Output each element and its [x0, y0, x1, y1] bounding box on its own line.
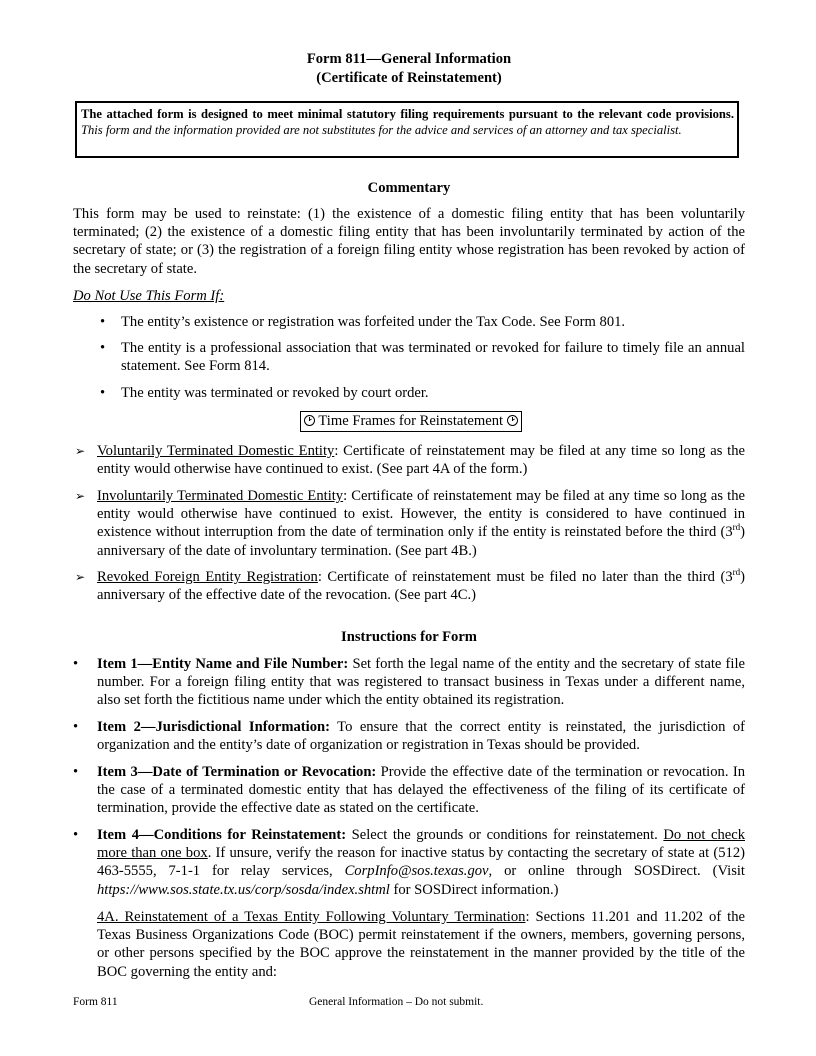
disclaimer-bold: The attached form is designed to meet minimal statutory filing requirements pursuant to the relevant code provisions.: [81, 107, 734, 121]
bullet-symbol: •: [73, 827, 79, 843]
instruction-body: Provide the effective date of the termination or revocation. In the case of a terminated domestic entity that has delayed the effectiveness of the filing of its certificate of termination, provide the effective date as stated on the certificate.: [97, 764, 745, 817]
clock-icon: [507, 415, 518, 426]
disclaimer-box: [75, 101, 739, 158]
bullet-text: The entity is a professional association that was terminated or revoked for failure to timely file an annual statement. See Form 814.: [121, 340, 745, 375]
instruction-body-2: . If unsure, verify the reason for inactive status by contacting the secretary of state at (512) 463-5555, 7-1-1 for relay services,: [97, 845, 745, 880]
ordinal-suffix: rd: [732, 522, 741, 533]
time-frames-box: [300, 411, 522, 432]
time-frame-title: Involuntarily Terminated Domestic Entity: [97, 488, 344, 504]
ordinal-suffix: rd: [732, 567, 741, 578]
bullet-text: The entity was terminated or revoked by court order.: [121, 385, 429, 401]
part-4a-body: : Sections 11.201 and 11.202 of the Texas Business Organizations Code (BOC) permit reinstatement if the owners, members, governing persons, or other persons specified by the BOC approve the reinstatement in the manner provided by the title of the BOC governing the entity and:: [97, 909, 745, 980]
sosdirect-url: https://www.sos.state.tx.us/corp/sosda/index.shtml: [97, 881, 390, 898]
part-4a-title: 4A. Reinstatement of a Texas Entity Following Voluntary Termination: [97, 909, 526, 925]
bullet-symbol: •: [73, 719, 79, 735]
time-frame-body-end: ) anniversary of the effective date of the revocation. (See part 4C.): [97, 569, 746, 604]
instruction-text: [97, 763, 745, 818]
time-frame-body: : Certificate of reinstatement must be filed no later than the third (3: [317, 569, 733, 585]
instruction-label: Item 1—Entity Name and File Number:: [97, 656, 349, 672]
bullet-symbol: •: [73, 656, 79, 672]
arrow-bullet-icon: ➢: [75, 489, 86, 503]
instruction-text: [97, 655, 745, 710]
time-frame-body-end: ) anniversary of the date of involuntary termination. (See part 4B.): [97, 524, 745, 559]
disclaimer-italic: This form and the information provided are not substitutes for the advice and services of an attorney and tax specialist.: [81, 122, 682, 137]
time-frame-title: Revoked Foreign Entity Registration: [97, 569, 318, 585]
commentary-intro: This form may be used to reinstate: (1) the existence of a domestic filing entity that has been voluntarily terminated; (2) the existence of a domestic filing entity that has been involuntarily terminated by action of the secretary of state; or (3) the registration of a foreign filing entity whose registration has been revoked by action of the secretary of state.: [73, 206, 745, 277]
instruction-emphasis: Do not check more than one box: [97, 827, 745, 862]
bullet-symbol: •: [100, 385, 106, 401]
commentary-heading: Commentary: [367, 180, 451, 196]
instruction-body: To ensure that the correct entity is reinstated, the jurisdiction of organization and the entity’s date of organization or registration in Texas should be provided.: [97, 719, 745, 754]
instruction-label: Item 2—Jurisdictional Information:: [97, 719, 330, 735]
instruction-body: Set forth the legal name of the entity and the secretary of state file number. For a foreign filing entity that was registered to transact business in Texas under a different name, also set forth the fictitious name under which the entity obtained its registration.: [97, 656, 746, 709]
bullet-symbol: •: [100, 340, 106, 356]
instruction-body: Select the grounds or conditions for reinstatement.: [346, 827, 664, 843]
arrow-bullet-icon: ➢: [75, 444, 86, 458]
time-frame-text: [97, 568, 745, 604]
instructions-heading: Instructions for Form: [341, 629, 477, 645]
do-not-use-label: Do Not Use This Form If:: [73, 288, 225, 304]
footer-form-number: Form 811: [73, 996, 118, 1008]
form-title-line2: (Certificate of Reinstatement): [316, 69, 502, 86]
time-frame-text: [97, 442, 745, 478]
form-title: [73, 50, 745, 87]
time-frames-label: Time Frames for Reinstatement: [318, 413, 504, 429]
instruction-body-3: , or online through SOSDirect. (Visit: [488, 863, 745, 880]
footer-note: General Information – Do not submit.: [309, 996, 484, 1008]
bullet-text: The entity’s existence or registration was forfeited under the Tax Code. See Form 801.: [121, 314, 626, 330]
arrow-bullet-icon: ➢: [75, 570, 86, 584]
part-4a-paragraph: [97, 908, 745, 981]
instruction-label: Item 3—Date of Termination or Revocation:: [97, 764, 377, 780]
instruction-label: Item 4—Conditions for Reinstatement:: [97, 827, 347, 843]
instruction-text: [97, 718, 745, 754]
bullet-symbol: •: [100, 314, 106, 330]
instruction-text: [97, 826, 745, 899]
time-frame-title: Voluntarily Terminated Domestic Entity: [97, 443, 335, 459]
instruction-body-4: for SOSDirect information.): [389, 881, 559, 898]
time-frame-body: : Certificate of reinstatement may be filed at any time so long as the entity would otherwise have continued to exist. (See part 4A of the form.): [97, 443, 745, 478]
bullet-symbol: •: [73, 764, 79, 780]
form-title-line1: Form 811—General Information: [306, 51, 512, 67]
clock-icon: [304, 415, 315, 426]
time-frame-text: [97, 487, 745, 560]
time-frame-body: : Certificate of reinstatement may be filed at any time so long as the entity would otherwise have continued to exist. However, the entity is considered to have continued in existence without interruption from the date of termination only if the entity is reinstated before the third (3: [97, 488, 745, 541]
contact-email: CorpInfo@sos.texas.gov: [344, 863, 489, 880]
